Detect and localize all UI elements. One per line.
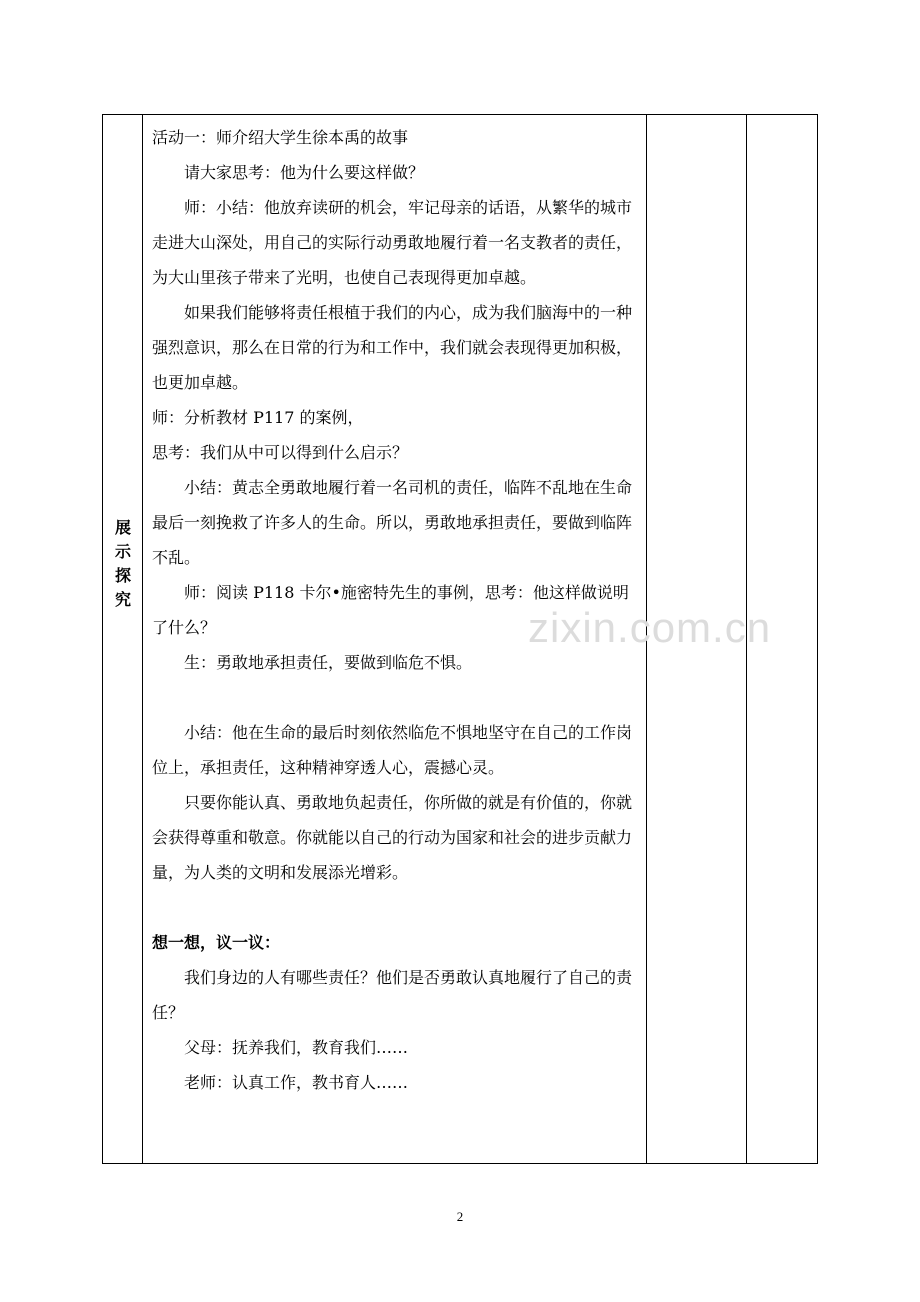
paragraph: 师：阅读 P118 卡尔•施密特先生的事例，思考：他这样做说明了什么？ — [152, 583, 629, 637]
section-label-cell — [103, 115, 143, 1163]
paragraph: 思考：我们从中可以得到什么启示？ — [152, 443, 409, 462]
paragraph: 请大家思考：他为什么要这样做？ — [184, 163, 425, 182]
paragraph: 师：小结：他放弃读研的机会，牢记母亲的话语，从繁华的城市走进大山深处，用自己的实际行动勇敢地履行着一名支教者的责任，为大山里孩子带来了光明，也使自己表现得更加卓越。 — [152, 198, 633, 287]
paragraph: 活动一：师介绍大学生徐本禹的故事 — [152, 128, 409, 147]
paragraph: 我们身边的人有哪些责任？他们是否勇敢认真地履行了自己的责任？ — [152, 968, 633, 1022]
page-number: 2 — [456, 1209, 464, 1224]
section-label: 展示探究 — [114, 518, 131, 609]
discussion-heading: 想一想，议一议： — [152, 933, 281, 952]
paragraph: 小结：他在生命的最后时刻依然临危不惧地坚守在自己的工作岗位上，承担责任，这种精神穿透人心，震撼心灵。 — [152, 723, 633, 777]
paragraph: 师：分析教材 P117 的案例， — [152, 408, 364, 427]
blank-line — [152, 890, 642, 925]
blank-line — [152, 680, 642, 715]
watermark: zixin.com.cn — [528, 604, 772, 651]
paragraph: 只要你能认真、勇敢地负起责任，你所做的就是有价值的，你就会获得尊重和敬意。你就能以自己的行动为国家和社会的进步贡献力量，为人类的文明和发展添光增彩。 — [152, 793, 633, 882]
paragraph: 老师：认真工作，教书育人…… — [184, 1073, 409, 1092]
paragraph: 如果我们能够将责任根植于我们的内心，成为我们脑海中的一种强烈意识，那么在日常的行为和工作中，我们就会表现得更加积极，也更加卓越。 — [152, 303, 633, 392]
paragraph: 小结：黄志全勇敢地履行着一名司机的责任，临阵不乱地在生命最后一刻挽救了许多人的生命。所以，勇敢地承担责任，要做到临阵不乱。 — [152, 478, 633, 567]
paragraph: 生：勇敢地承担责任，要做到临危不惧。 — [184, 653, 473, 672]
paragraph: 父母：抚养我们，教育我们…… — [184, 1038, 409, 1057]
